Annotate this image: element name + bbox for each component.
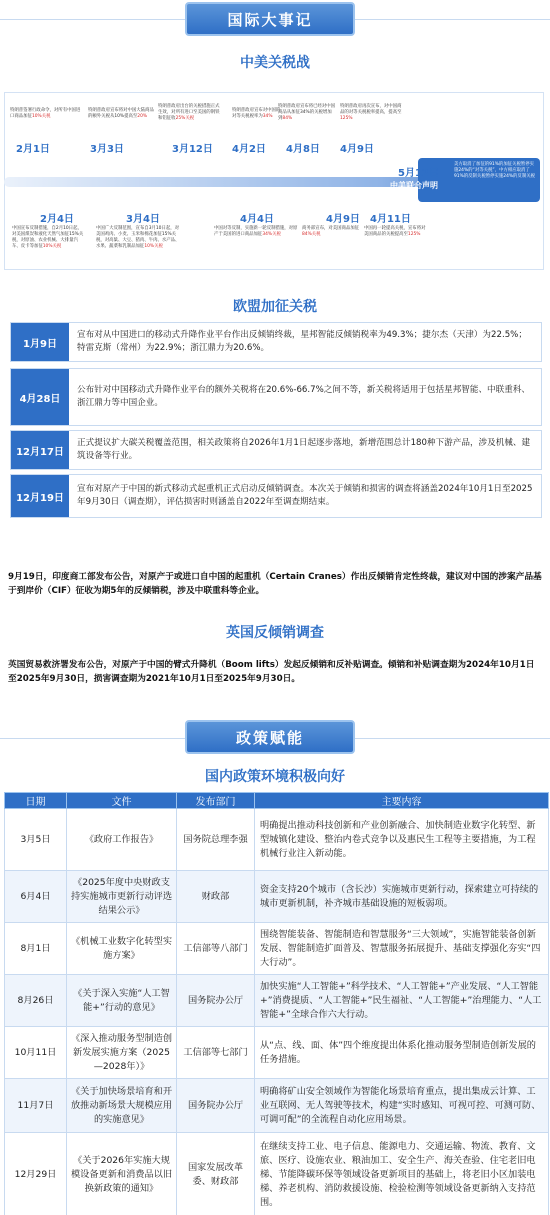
- section-banner-international: 国际大事记: [185, 2, 355, 36]
- table-header-row: [5, 793, 549, 809]
- eu-row: 12月19日 宣布对原产于中国的新式移动式起重机正式启动反倾销调查。本次关于倾销和损害的调查将涵盖2024年10月1日至2025年9月30日（调查期），评估损害时则涵盖自2022年至调查期结束。: [10, 474, 542, 518]
- eu-row: 1月9日 宣布对从中国进口的移动式升降作业平台作出反倾销终裁，星邦智能反倾销税率为49.3%；捷尔杰（天津）为22.5%；特雷克斯（常州）为22.9%；浙江鼎力为20.6%。: [10, 322, 542, 362]
- table-row: 8月26日 《关于深入实施“人工智能+”行动的意见》 国务院办公厅 加快实施“人工智能+”科学技术、“人工智能+”产业发展、“人工智能+”消费提质、“人工智能+”民生福祉、“人工智能+”治理能力、“人工智能+”全球合作六大行动。: [5, 975, 549, 1027]
- table-row: 11月7日 《关于加快场景培育和开放推动新场景大规模应用的实施意见》 国务院办公厅 明确将矿山安全领域作为智能化场景培育重点，提出集成云计算、工业互联网、无人驾驶等技术，构建“实时感知、可视可控、可测可防、可调可配”的全流程自动化应用场景。: [5, 1079, 549, 1133]
- eu-row: 12月17日 正式提议扩大碳关税覆盖范围，相关政策将自2026年1月1日起逐步落地，新增范围总计180种下游产品，涉及机械、建筑设备等行业。: [10, 430, 542, 470]
- table-row: 8月1日 《机械工业数字化转型实施方案》 工信部等八部门 围绕智能装备、智能制造和智慧服务“三大领域”，实施智能装备创新发展、智能制造扩面普及、智慧服务拓展提升、基础支撑强化夯实“四大行动”。: [5, 923, 549, 975]
- section-banner-policy: 政策赋能: [185, 720, 355, 754]
- policy-subtitle: 国内政策环境积极向好: [205, 769, 345, 785]
- header-date: 日期: [5, 793, 67, 809]
- table-row: 10月11日 《深入推动服务型制造创新发展实施方案（2025—2028年）》 工信部等七部门 从“点、线、面、体”四个维度提出体系化推动服务型制造创新发展的任务措施。: [5, 1027, 549, 1079]
- uk-paragraph: 英国贸易救济署发布公告，对原产于中国的臂式升降机（Boom lifts）发起反倾销和反补贴调查。倾销和补贴调查期为2024年10月1日至2025年9月30日，损害调查期为2021年10月1日至2025年9月30日。: [8, 660, 535, 684]
- header-dept: 发布部门: [177, 793, 255, 809]
- eu-title: 欧盟加征关税: [233, 299, 317, 315]
- table-row: 12月29日 《关于2026年实施大规模设备更新和消费品以旧换新政策的通知》 国家发展改革委、财政部 在继续支持工业、电子信息、能源电力、交通运输、物流、教育、文旅、医疗、设施农业、粮油加工、安全生产、海关查验、住宅老旧电梯、节能降碳环保等领域设备更新项目的基础上，将老旧小区加装电梯、养老机构、消防救援设施、检验检测等领域设备更新纳入支持范围。: [5, 1133, 549, 1215]
- table-row: 3月5日 《政府工作报告》 国务院总理李强 明确提出推动科技创新和产业创新融合、加快制造业数字化转型、新型城镇化建设、整治内卷式竞争以及惠民生工程等主要措施，为工程机械行业注入新动能。: [5, 809, 549, 871]
- trade-war-title: 中美关税战: [240, 55, 310, 71]
- eu-row: 4月28日 公布针对中国移动式升降作业平台的额外关税将在20.6%-66.7%之间不等，新关税将适用于包括星邦智能、中联重科、浙江鼎力等中国企业。: [10, 368, 542, 426]
- table-row: 6月4日 《2025年度中央财政支持实施城市更新行动评选结果公示》 财政部 资金支持20个城市（含长沙）实施城市更新行动，探索建立可持续的城市更新机制，补齐城市基础设施的短板弱项。: [5, 871, 549, 923]
- header-content: 主要内容: [255, 793, 549, 809]
- india-paragraph: 9月19日，印度商工部发布公告，对原产于或进口自中国的起重机（Certain Cranes）作出反倾销肯定性终裁，建议对中国的涉案产品基于到岸价（CIF）征收为期5年的反倾销税，涉及中联重科等企业。: [8, 572, 542, 596]
- policy-table: [4, 792, 549, 1215]
- uk-title: 英国反倾销调查: [226, 625, 324, 641]
- header-doc: 文件: [67, 793, 177, 809]
